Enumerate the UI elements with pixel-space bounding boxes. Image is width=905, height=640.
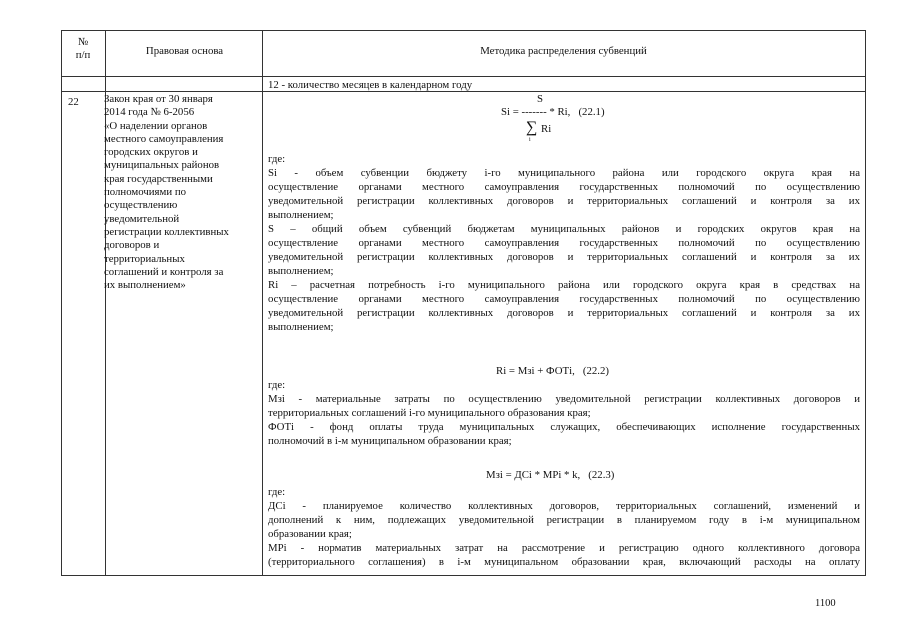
legal-basis-text	[104, 93, 258, 292]
definition-line: дополнений к ним, подлежащих уведомительной регистрации в планируемом году в i-м муниципальном	[268, 514, 860, 526]
definition-line: (территориального соглашения) в i-м муниципальном образовании края, включающий расходы на оплату	[268, 556, 860, 568]
header-bottom-border	[61, 76, 866, 77]
definition-line: Ri – расчетная потребность i-го муниципального района или городского округа края в средствах на	[268, 279, 860, 291]
definition-line: Mзi - материальные затраты по осуществлению уведомительной регистрации коллективных договоров и	[268, 393, 860, 405]
formula-numerator: S	[537, 93, 544, 105]
basis-line: Закон края от 30 января	[104, 93, 213, 105]
formula-22-3: Мзi = ДСi * MPi * k, (22.3)	[486, 469, 615, 481]
where-label: где:	[268, 153, 286, 165]
definitions-block-2	[268, 378, 860, 448]
sigma-symbol: ∑	[526, 119, 538, 136]
definition-line: выполнением;	[268, 321, 334, 333]
basis-line: 2014 года № 6-2056	[104, 106, 195, 119]
where-label: где:	[268, 379, 286, 391]
definition-line: Si - объем субвенции бюджету i-го муниципального района или городского округа края на	[268, 167, 860, 179]
definitions-block-1	[268, 152, 860, 334]
row-number: 22	[68, 96, 79, 108]
basis-line: осуществлению	[104, 199, 178, 212]
basis-line: муниципальных районов	[104, 159, 220, 172]
definition-line: осуществление органами местного самоуправления государственных полномочий по осуществлению	[268, 181, 860, 193]
formula-denominator: Ri	[541, 123, 552, 135]
where-label: где:	[268, 486, 286, 498]
formula-22-1: Si = ------- * Ri, (22.1)	[501, 106, 605, 118]
basis-line: территориальных	[104, 252, 185, 265]
definition-line: осуществление органами местного самоуправления государственных полномочий по осуществлению	[268, 293, 860, 305]
definition-line: осуществление органами местного самоуправления государственных полномочий по осуществлению	[268, 237, 860, 249]
basis-line: их выполнением»	[104, 279, 186, 292]
definitions-block-3	[268, 485, 860, 569]
header-number-symbol: №	[77, 36, 89, 48]
basis-line: уведомительной	[104, 212, 180, 225]
formula-22-2: Ri = Mзi + ФОТi, (22.2)	[496, 365, 609, 377]
definition-line: ФОТi - фонд оплаты труда муниципальных служащих, обеспечивающих исполнение государственных	[268, 421, 860, 433]
sigma-index: i	[529, 137, 531, 143]
definition-line: ДСi - планируемое количество коллективных договоров, территориальных соглашений, изменений и	[268, 500, 860, 512]
table-right-border	[865, 30, 866, 576]
basis-line: регистрации коллективных	[104, 225, 229, 238]
basis-line: соглашений и контроля за	[104, 265, 224, 278]
definition-line: уведомительной регистрации коллективных договоров и территориальных соглашений и контроля за их	[268, 251, 860, 263]
definition-line: MPi - норматив материальных затрат на рассмотрение и регистрацию одного коллективного договора	[268, 542, 860, 554]
table-top-border	[61, 30, 866, 31]
header-number-abbr: п/п	[75, 49, 91, 61]
table-bottom-border	[61, 575, 866, 576]
basis-line: местного самоуправления	[104, 132, 224, 145]
definition-line: территориальных соглашений i-го муниципального образования края;	[268, 407, 591, 419]
basis-line: договоров и	[104, 239, 160, 252]
basis-line: «О наделении органов	[104, 119, 208, 132]
header-methodology: Методика распределения субвенций	[480, 45, 647, 57]
definition-line: S – общий объем субвенций бюджетам муниципальных районов и городских округов края на	[268, 223, 860, 235]
page-number: 1100	[815, 598, 836, 609]
column-divider-2	[262, 30, 263, 576]
basis-line: полномочиями по	[104, 186, 187, 199]
header-number-cell	[61, 36, 105, 62]
definition-line: выполнением;	[268, 265, 334, 277]
table-left-border	[61, 30, 62, 576]
header-legal-basis: Правовая основа	[145, 45, 224, 57]
basis-line: края государственными	[104, 172, 213, 185]
basis-line: городских округов и	[104, 146, 198, 159]
definition-line: полномочий в i-м муниципальном образовании края;	[268, 435, 512, 447]
continuation-text: 12 - количество месяцев в календарном году	[268, 79, 473, 91]
definition-line: уведомительной регистрации коллективных договоров и территориальных соглашений и контроля за их	[268, 195, 860, 207]
definition-line: уведомительной регистрации коллективных договоров и территориальных соглашений и контроля за их	[268, 307, 860, 319]
definition-line: выполнением;	[268, 209, 334, 221]
definition-line: образовании края;	[268, 528, 352, 540]
